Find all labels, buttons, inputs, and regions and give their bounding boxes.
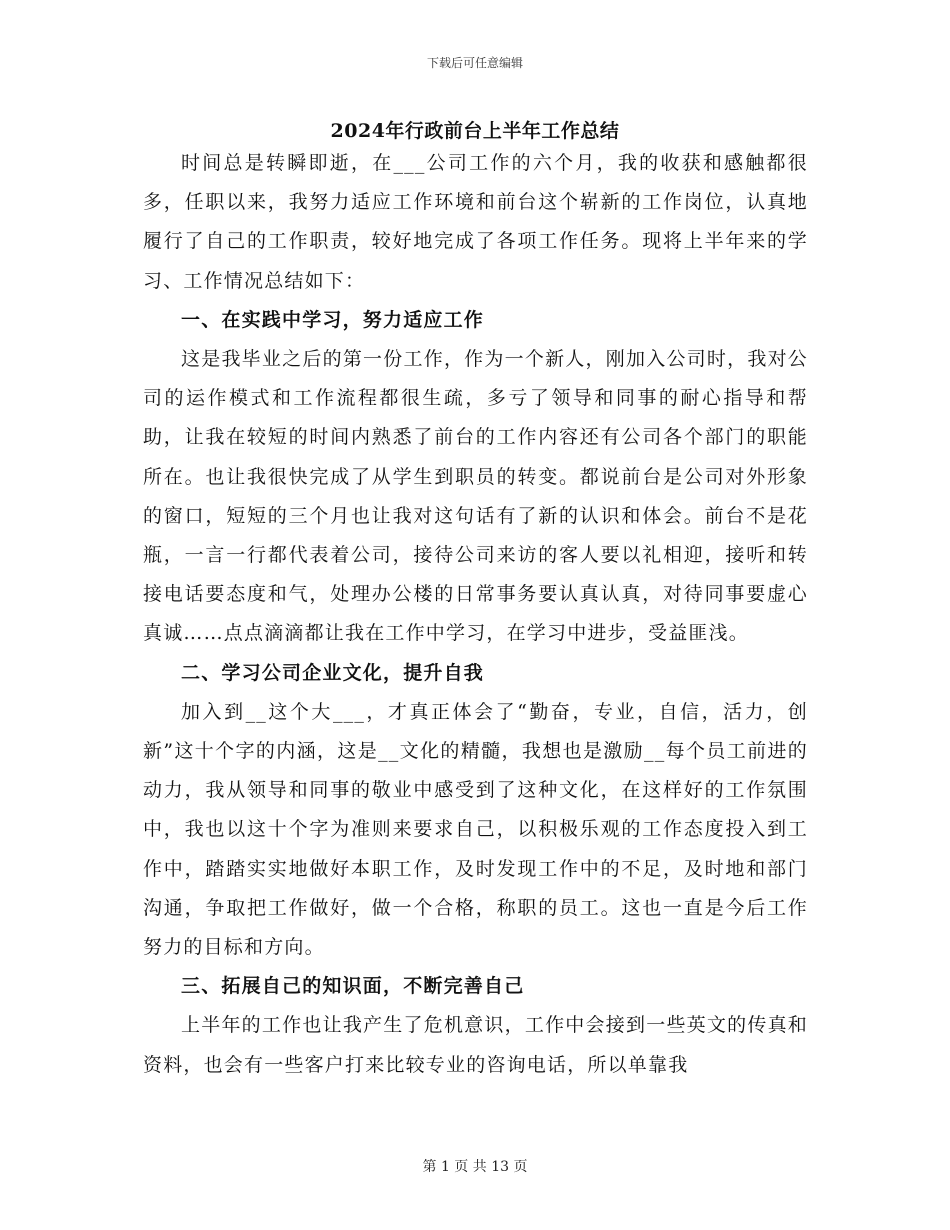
document-title: 2024年行政前台上半年工作总结 [330, 120, 620, 142]
intro-paragraph: 时间总是转瞬即逝，在___公司工作的六个月，我的收获和感触都很多，任职以来，我努力适应工作环境和前台这个崭新的工作岗位，认真地履行了自己的工作职责，较好地完成了各项工作任务。现将上半年来的学习、工作情况总结如下： [143, 152, 808, 292]
section-3-paragraph: 上半年的工作也让我产生了危机意识，工作中会接到一些英文的传真和资料，也会有一些客户打来比较专业的咨询电话，所以单靠我 [143, 1014, 808, 1076]
header-note: 下载后可任意编辑 [426, 56, 523, 70]
page-number-footer: 第 1 页 共 13 页 [422, 1159, 528, 1175]
section-2-paragraph: 加入到__这个大___，才真正体会了“勤奋，专业，自信，活力，创新”这十个字的内涵，这是__文化的精髓，我想也是激励__每个员工前进的动力，我从领导和同事的敬业中感受到了这种文化，在这样好的工作氛围中，我也以这十个字为准则来要求自己，以积极乐观的工作态度投入到工作中，踏踏实实地做好本职工作，及时发现工作中的不足，及时地和部门沟通，争取把工作做好，做一个合格，称职的员工。这也一直是今后工作努力的目标和方向。 [143, 700, 808, 959]
section-heading-3: 三、拓展自己的知识面，不断完善自己 [181, 975, 525, 998]
section-heading-1: 一、在实践中学习，努力适应工作 [181, 308, 485, 331]
document-body [143, 144, 808, 1085]
section-heading-2: 二、学习公司企业文化，提升自我 [181, 661, 485, 684]
section-1-paragraph: 这是我毕业之后的第一份工作，作为一个新人，刚加入公司时，我对公司的运作模式和工作流程都很生疏，多亏了领导和同事的耐心指导和帮助，让我在较短的时间内熟悉了前台的工作内容还有公司各个部门的职能所在。也让我很快完成了从学生到职员的转变。都说前台是公司对外形象的窗口，短短的三个月也让我对这句话有了新的认识和体会。前台不是花瓶，一言一行都代表着公司，接待公司来访的客人要以礼相迎，接听和转接电话要态度和气，处理办公楼的日常事务要认真认真，对待同事要虚心真诚……点点滴滴都让我在工作中学习，在学习中进步，受益匪浅。 [143, 348, 808, 645]
